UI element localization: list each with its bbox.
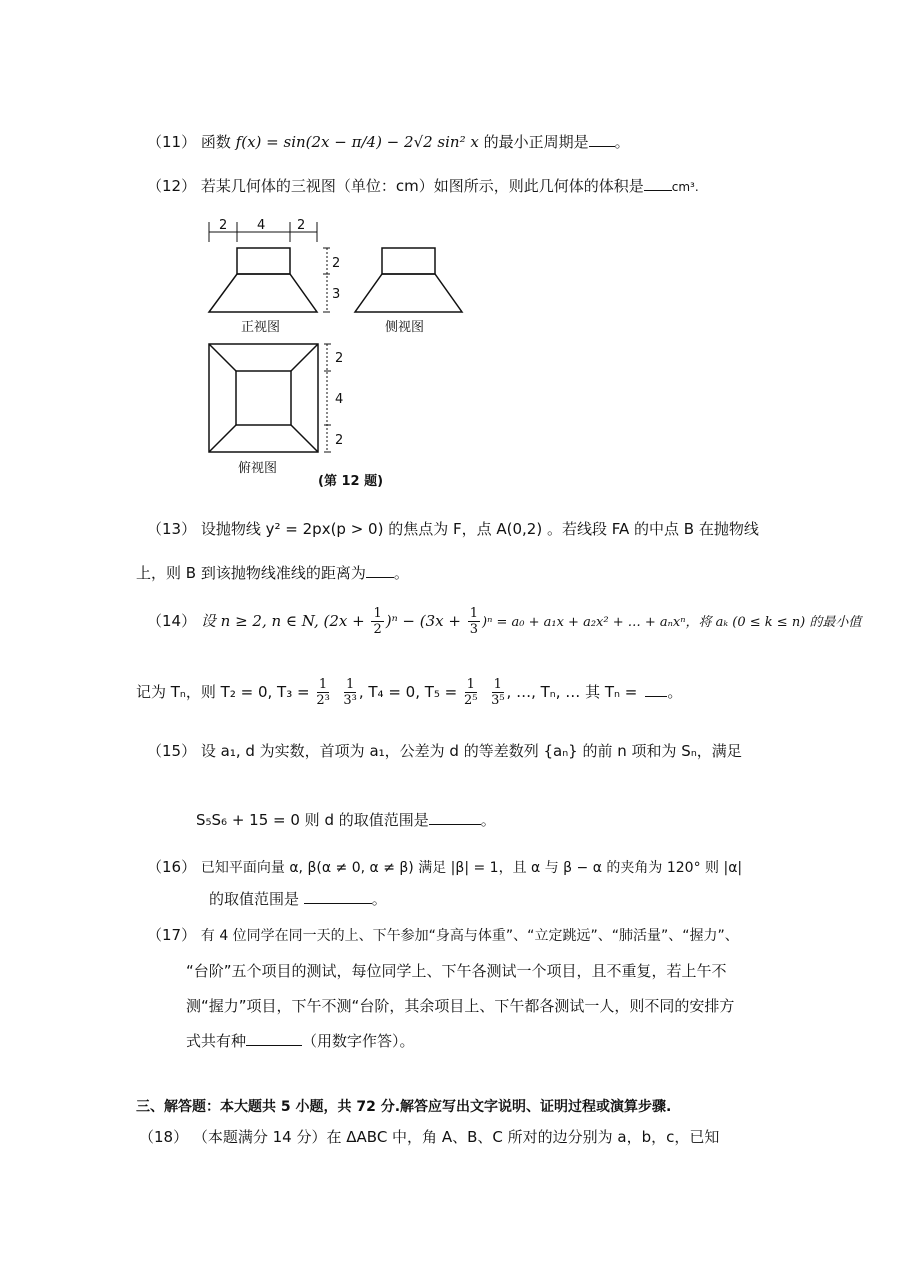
dim-top-middle: 4 (257, 218, 266, 233)
question-number: （12） (147, 177, 197, 195)
question-14-continued: 记为 Tₙ，则 T₂ = 0, T₃ = $\frac{1}{\text{2³}}$ $\frac{1}{\text{3³}}$ , T₄ = 0, T₅ = $\frac{1}{\text{2⁵}}$ $\frac{1}{\text{3⁵}}$ , …, Tₙ, … 其 Tₙ = 。 (136, 677, 683, 708)
question-13-continued: 上，则 B 到该抛物线准线的距离为 。 (136, 564, 409, 582)
side-view-label: 侧视图 (385, 320, 425, 335)
question-14: （14） 设 n ≥ 2, n ∈ N, (2x + $\frac{1}{2}$ )ⁿ − (3x + $\frac{1}{3}$ )ⁿ = a₀ + a₁x + a₂x² + … + aₙxⁿ，将 aₖ (0 ≤ k ≤ n) 的最小值 (147, 606, 862, 637)
top-view-label: 俯视图 (238, 461, 278, 476)
question-number: （16） (147, 858, 197, 876)
formula: f(x) = sin(2x − π/4) − 2√2 sin² x (235, 133, 479, 151)
question-text: S₅S₆ + 15 = 0 则 d 的取值范围是 (196, 811, 429, 829)
question-17-line4: 式共有种 （用数字作答）。 (186, 1032, 415, 1050)
question-number: （13） (147, 520, 197, 538)
answer-blank (429, 810, 481, 825)
question-number: （14） (147, 612, 197, 630)
question-number: （18） (139, 1128, 189, 1146)
question-17-line3: 测“握力”项目，下午不测“台阶，其余项目上、下午都各测试一人，则不同的安排方 (186, 997, 735, 1015)
answer-blank (246, 1031, 302, 1046)
fraction-t5b: $\frac{1}{\text{3⁵}}$ (491, 677, 505, 708)
section-title: 三、解答题：本大题共 5 小题，共 72 分.解答应写出文字说明、证明过程或演算步骤. (136, 1099, 672, 1115)
question-15 (147, 741, 742, 761)
fraction-third: $\frac{1}{3}$ (469, 606, 479, 637)
question-text: 的最小正周期是 (483, 133, 589, 151)
question-text: （本题满分 14 分）在 ΔABC 中，角 A、B、C 所对的边分别为 a，b，c，已知 (192, 1128, 720, 1146)
answer-blank (589, 132, 615, 147)
question-17-line2: “台阶”五个项目的测试，每位同学上、下午各测试一个项目，且不重复，若上午不 (186, 962, 727, 980)
question-number: （15） (147, 742, 197, 760)
question-text: 有 4 位同学在同一天的上、下午参加“身高与体重”、“立定跳远”、“肺活量”、“握力”、 (200, 928, 739, 944)
fraction-t3b: $\frac{1}{\text{3³}}$ (343, 677, 357, 708)
answer-blank (644, 176, 672, 191)
question-11: （11） 函数 f(x) = sin(2x − π/4) − 2√2 sin² x 的最小正周期是 。 (147, 133, 630, 151)
question-12 (147, 176, 699, 197)
dim-front-lower: 3 (332, 287, 341, 302)
answer-blank (304, 889, 372, 904)
section-heading (136, 1096, 671, 1117)
dim-topview-lower: 2 (335, 433, 344, 448)
fraction-half: $\frac{1}{2}$ (373, 606, 382, 637)
question-15-continued: S₅S₆ + 15 = 0 则 d 的取值范围是 。 (196, 811, 496, 829)
question-text: 设 a₁, d 为实数，首项为 a₁，公差为 d 的等差数列 {aₙ} 的前 n 项和为 Sₙ，满足 (200, 742, 742, 760)
question-17 (147, 925, 739, 946)
unit: cm³. (671, 180, 699, 194)
question-number: （17） (147, 926, 197, 944)
question-text: 若某几何体的三视图（单位：cm）如图所示，则此几何体的体积是 (200, 177, 644, 195)
dim-topview-middle: 4 (335, 392, 344, 407)
question-text: 的取值范围是 (209, 890, 300, 908)
question-text: 上，则 B 到该抛物线准线的距离为 (136, 564, 366, 582)
dim-top-right: 2 (297, 218, 306, 233)
question-text: 设抛物线 y² = 2px(p > 0) 的焦点为 F，点 A(0,2) 。若线段 FA 的中点 B 在抛物线 (200, 520, 759, 538)
dim-topview-upper: 2 (335, 351, 344, 366)
question-16 (147, 857, 742, 878)
answer-blank (366, 563, 394, 578)
dim-front-upper: 2 (332, 256, 341, 271)
front-view-label: 正视图 (241, 320, 281, 335)
answer-blank (645, 682, 667, 697)
question-number: （11） (147, 133, 197, 151)
question-text: 已知平面向量 α, β(α ≠ 0, α ≠ β) 满足 |β| = 1，且 α 与 β − α 的夹角为 120° 则 |α| (200, 860, 743, 876)
question-13 (147, 519, 759, 539)
dim-top-left: 2 (219, 218, 228, 233)
question-text: 函数 (200, 133, 231, 151)
question-18 (139, 1127, 719, 1147)
figure-caption: (第 12 题) (318, 474, 384, 489)
fraction-t5a: $\frac{1}{\text{2⁵}}$ (464, 677, 478, 708)
fraction-t3a: $\frac{1}{\text{2³}}$ (316, 677, 330, 708)
question-16-continued: 的取值范围是 。 (209, 890, 387, 908)
